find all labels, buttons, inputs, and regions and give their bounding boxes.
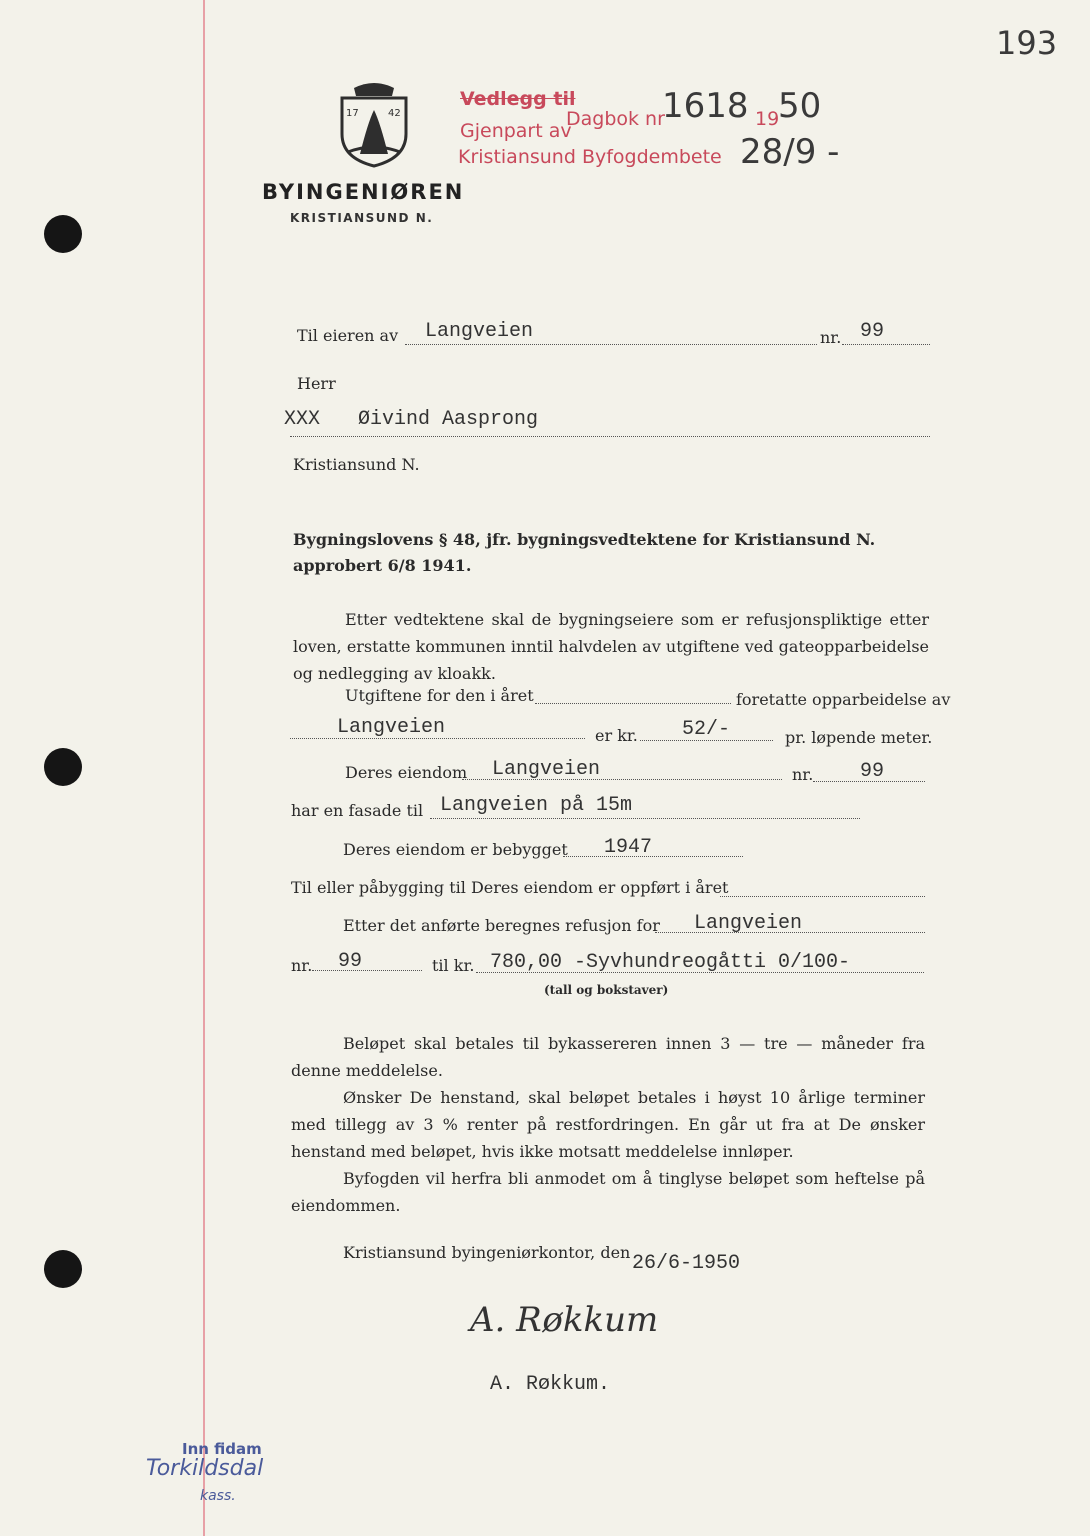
stamp-dagbok-label: Dagbok nr [566, 108, 665, 130]
stamp-struck-line: Vedlegg til [460, 88, 576, 110]
deres-eiendom-label: Deres eiendom [345, 763, 468, 782]
tinglyse-paragraph: Byfogden vil herfra bli anmodet om å tinglyse beløpet som heftelse på eiendommen. [291, 1169, 925, 1215]
recipient-street: Langveien [425, 320, 534, 343]
stamp-year-hand: 50 [778, 86, 822, 126]
law-approval: approbert 6/8 1941. [293, 556, 472, 575]
street-3: Langveien [694, 912, 803, 935]
street-1: Langveien [337, 716, 446, 739]
bebygget-label: Deres eiendom er bebygget [343, 840, 568, 859]
crest-number: 42 [388, 108, 401, 119]
beregnes-label: Etter det anførte beregnes refusjon for [343, 916, 660, 935]
footer-hand: Torkildsdal [146, 1456, 264, 1481]
til-kr-label: til kr. [432, 956, 475, 975]
fill-line [842, 344, 930, 345]
fill-line [312, 970, 422, 971]
fasade-value: Langveien på 15m [440, 794, 633, 817]
street-2: Langveien [492, 758, 601, 781]
footer-stamp: Inn fidam [182, 1440, 262, 1458]
fill-line [720, 896, 925, 897]
punch-hole [44, 748, 82, 786]
intro-paragraph: Etter vedtektene skal de bygningseiere som er refusjonspliktige etter loven, erstatte kommunen inntil halvdelen av utgiftene ved gateopparbeidelse og nedlegging av kloakk. [293, 610, 929, 683]
utgiftene-label: Utgiftene for den i året [345, 686, 534, 705]
fill-line [430, 818, 860, 819]
letter-date: 26/6-1950 [632, 1252, 741, 1275]
stamp-gjenpart: Gjenpart av [460, 120, 572, 142]
til-eieren-label: Til eieren av [297, 326, 399, 345]
amount-total: 780,00 -Syvhundreogåtti 0/100- [490, 951, 851, 974]
paabygging-label: Til eller påbygging til Deres eiendom er oppført i året [291, 878, 729, 897]
city-crest-icon [338, 82, 410, 168]
nr-2: 99 [860, 760, 885, 783]
er-kr-label: er kr. [595, 726, 638, 745]
nr-label-3: nr. [291, 956, 313, 975]
crest-number: 17 [346, 108, 359, 119]
lopende-meter-label: pr. løpende meter. [785, 728, 933, 747]
recipient-city: Kristiansund N. [293, 455, 420, 474]
letterhead-subtitle: KRISTIANSUND N. [290, 211, 434, 225]
bebygget-year: 1947 [604, 836, 653, 859]
henstand-paragraph: Ønsker De henstand, skal beløpet betales i høyst 10 årlige terminer med tillegg av 3 % renter på restfordringen. En går ut fra at De ønsker henstand med beløpet, hvis ikke motsatt meddelelse innløper. [291, 1088, 925, 1161]
recipient-name: Øivind Aasprong [358, 408, 539, 431]
nr-label: nr. [820, 328, 842, 347]
footer-hand-2: kass. [200, 1488, 236, 1504]
letterhead-title: BYINGENIØREN [262, 180, 465, 204]
stamp-date: 28/9 - [740, 132, 840, 172]
stamp-year-printed: 19 [755, 108, 780, 130]
punch-hole [44, 215, 82, 253]
fill-line [405, 344, 817, 345]
place-label: Kristiansund byingeniørkontor, den [343, 1243, 631, 1262]
fill-line [535, 703, 731, 704]
herr-label: Herr [297, 374, 336, 393]
struck-xxx: XXX [284, 408, 321, 431]
nr-label-2: nr. [792, 765, 814, 784]
tall-og-bokstaver: (tall og bokstaver) [544, 983, 669, 997]
fill-line [563, 856, 743, 857]
punch-hole [44, 1250, 82, 1288]
fasade-label: har en fasade til [291, 801, 424, 820]
recipient-nr: 99 [860, 320, 885, 343]
signed-name: A. Røkkum. [490, 1373, 611, 1396]
amount-per-meter: 52/- [682, 718, 731, 741]
nr-3: 99 [338, 950, 363, 973]
dagbok-number: 1618 [662, 86, 749, 126]
signature: A. Røkkum [470, 1300, 659, 1340]
foretatte-label: foretatte opparbeidelse av [736, 690, 951, 709]
margin-rule [203, 0, 205, 1536]
law-reference: Bygningslovens § 48, jfr. bygningsvedtektene for Kristiansund N. [293, 530, 876, 549]
stamp-office: Kristiansund Byfogdembete [458, 146, 722, 168]
fill-line [290, 436, 930, 437]
page-number: 193 [996, 24, 1058, 62]
payment-paragraph: Beløpet skal betales til bykassereren innen 3 — tre — måneder fra denne meddelelse. [291, 1034, 925, 1080]
